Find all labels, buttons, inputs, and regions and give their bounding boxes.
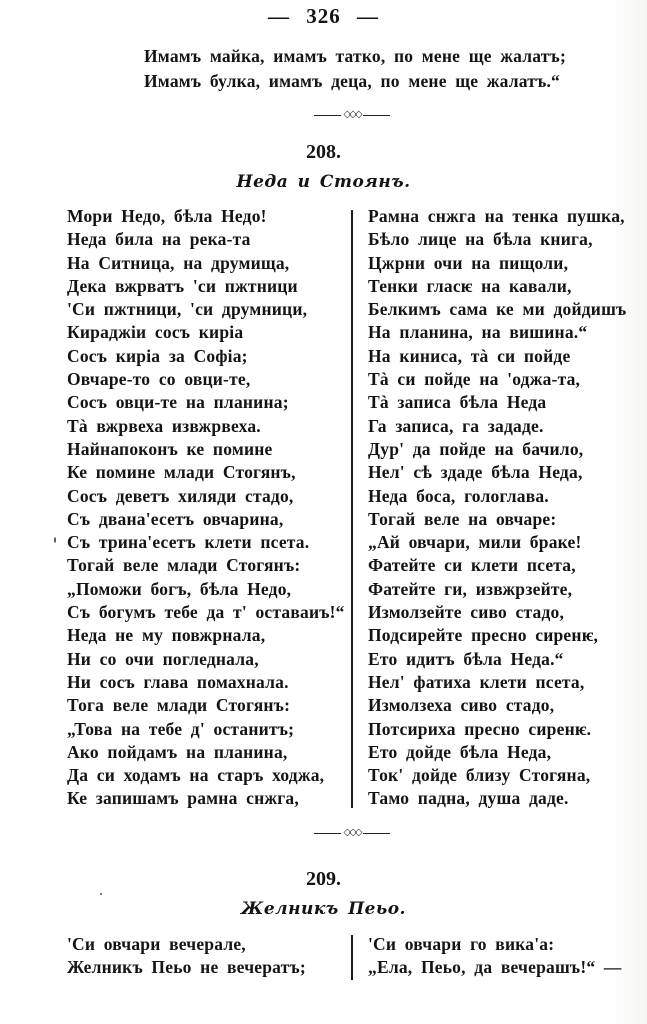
verse-line: На планина, на вишина.“: [368, 322, 588, 343]
column-separator: [351, 210, 353, 808]
verse-line: Кираджiи сосъ кирiа: [67, 322, 244, 343]
verse-line: „Ела, Пеьо, да вечерашъ!“ —: [368, 957, 622, 978]
verse-line: Имамъ булка, имамъ деца, по мене ще жалатъ.“: [144, 71, 560, 91]
song-number: 209.: [306, 868, 341, 890]
verse-line: Бѣло лице на бѣла книга,: [368, 229, 593, 250]
verse-line: Ни со очи погледнала,: [67, 648, 259, 669]
verse-line: Съ двана'есетъ овчарина,: [67, 508, 284, 529]
verse-line: Га записа, га зададе.: [368, 415, 544, 436]
verse-line: На Ситница, на друмища,: [67, 252, 290, 273]
verse-line: Сосъ деветъ хиляди стадо,: [67, 485, 294, 506]
verse-line: Подсирейте пресно сиренѥ,: [368, 625, 599, 646]
song-208-right-column: [368, 205, 626, 811]
verse-line: Нел' фатиха клети псета,: [368, 671, 585, 692]
verse-line: Найнапоконъ ке помине: [67, 438, 273, 459]
song-title: Желникъ Пеьо.: [241, 899, 406, 919]
verse-line: Измолзейте сиво стадо,: [368, 602, 565, 623]
verse-line: Тога веле млади Стогянъ:: [67, 695, 291, 716]
verse-line: Ке запишамъ рамна снжга,: [67, 788, 299, 809]
verse-line: „Поможи богъ, бѣла Недо,: [67, 578, 292, 599]
verse-line: Ето идитъ бѣла Неда.“: [368, 648, 564, 669]
song-208-left-column: [67, 205, 345, 811]
verse-line: Тогай веле млади Стогянъ:: [67, 555, 301, 576]
verse-line: Ток' дойде близу Стогяна,: [368, 765, 591, 786]
verse-line: Тà си пойде на 'оджа-та,: [368, 369, 581, 390]
verse-line: Тенки гласѥ на кавали,: [368, 275, 572, 296]
verse-line: Ке помине млади Стогянъ,: [67, 462, 296, 483]
verse-line: Ни сосъ глава помахнала.: [67, 671, 289, 692]
verse-line: Неда не му повжрнала,: [67, 625, 266, 646]
verse-line: Желникъ Пеьо не вечератъ;: [67, 957, 306, 978]
verse-line: Сосъ кирiа за Софiа;: [67, 345, 248, 366]
verse-line: Неда била на река-та: [67, 229, 251, 250]
previous-song-ending: [144, 44, 566, 94]
verse-line: Тà записа бѣла Неда: [368, 392, 547, 413]
verse-line: 'Си овчари го вика'а:: [368, 934, 555, 954]
section-divider: [314, 829, 390, 839]
verse-line: „Ай овчари, мили браке!: [368, 532, 582, 553]
verse-line: Цжрни очи на пищоли,: [368, 252, 569, 273]
verse-line: „Това на тебе д' останитъ;: [67, 718, 295, 739]
verse-line: Потсириха пресно сиренѥ.: [368, 718, 592, 739]
song-title: Неда и Стоянъ.: [236, 172, 411, 192]
column-separator: [351, 935, 353, 980]
verse-line: На киниса, тà си пойде: [368, 345, 571, 366]
verse-line: Фатейте си клети псета,: [368, 555, 576, 576]
page-number: — 326 —: [268, 4, 379, 28]
verse-line: Неда боса, гологлава.: [368, 485, 549, 506]
verse-line: Тамо падна, душа даде.: [368, 788, 569, 809]
verse-line: Нел' сѣ здаде бѣла Неда,: [368, 462, 583, 483]
verse-line: Съ богумъ тебе да т' оставаиъ!“: [67, 602, 345, 623]
verse-line: Имамъ майка, имамъ татко, по мене ще жалатъ;: [144, 46, 566, 66]
song-number: 208.: [306, 141, 341, 163]
verse-line: Мори Недо, бѣла Недо!: [67, 206, 267, 226]
verse-line: Тà вжрвеха извжрвеха.: [67, 415, 261, 436]
section-divider: [314, 111, 390, 121]
ornament-icon: ◇◇◇: [341, 110, 363, 120]
print-speck: [54, 537, 56, 543]
verse-line: Фатейте ги, извжрзейте,: [368, 578, 573, 599]
ornament-icon: ◇◇◇: [341, 828, 363, 838]
verse-line: Овчаре-то со овци-те,: [67, 369, 251, 390]
verse-line: Дека вжрватъ 'си пжтници: [67, 275, 298, 296]
verse-line: Тогай веле на овчаре:: [368, 508, 557, 529]
verse-line: Да си ходамъ на старъ ходжа,: [67, 765, 325, 786]
verse-line: Дур' да пойде на бачило,: [368, 438, 584, 459]
print-speck: [100, 893, 102, 895]
verse-line: Белкимъ сама ке ми дойдишъ: [368, 299, 627, 320]
verse-line: 'Си овчари вечерале,: [67, 934, 246, 954]
verse-line: Ето дойде бѣла Неда,: [368, 741, 552, 762]
song-209-right-column: [368, 933, 622, 980]
verse-line: 'Си пжтници, 'си друмници,: [67, 299, 308, 320]
verse-line: Съ трина'есетъ клети псета.: [67, 532, 310, 553]
song-209-left-column: [67, 933, 306, 980]
verse-line: Измолзеха сиво стадо,: [368, 695, 555, 716]
verse-line: Рамна снжга на тенка пушка,: [368, 206, 625, 226]
verse-line: Ако пойдамъ на планина,: [67, 741, 288, 762]
verse-line: Сосъ овци-те на планина;: [67, 392, 289, 413]
